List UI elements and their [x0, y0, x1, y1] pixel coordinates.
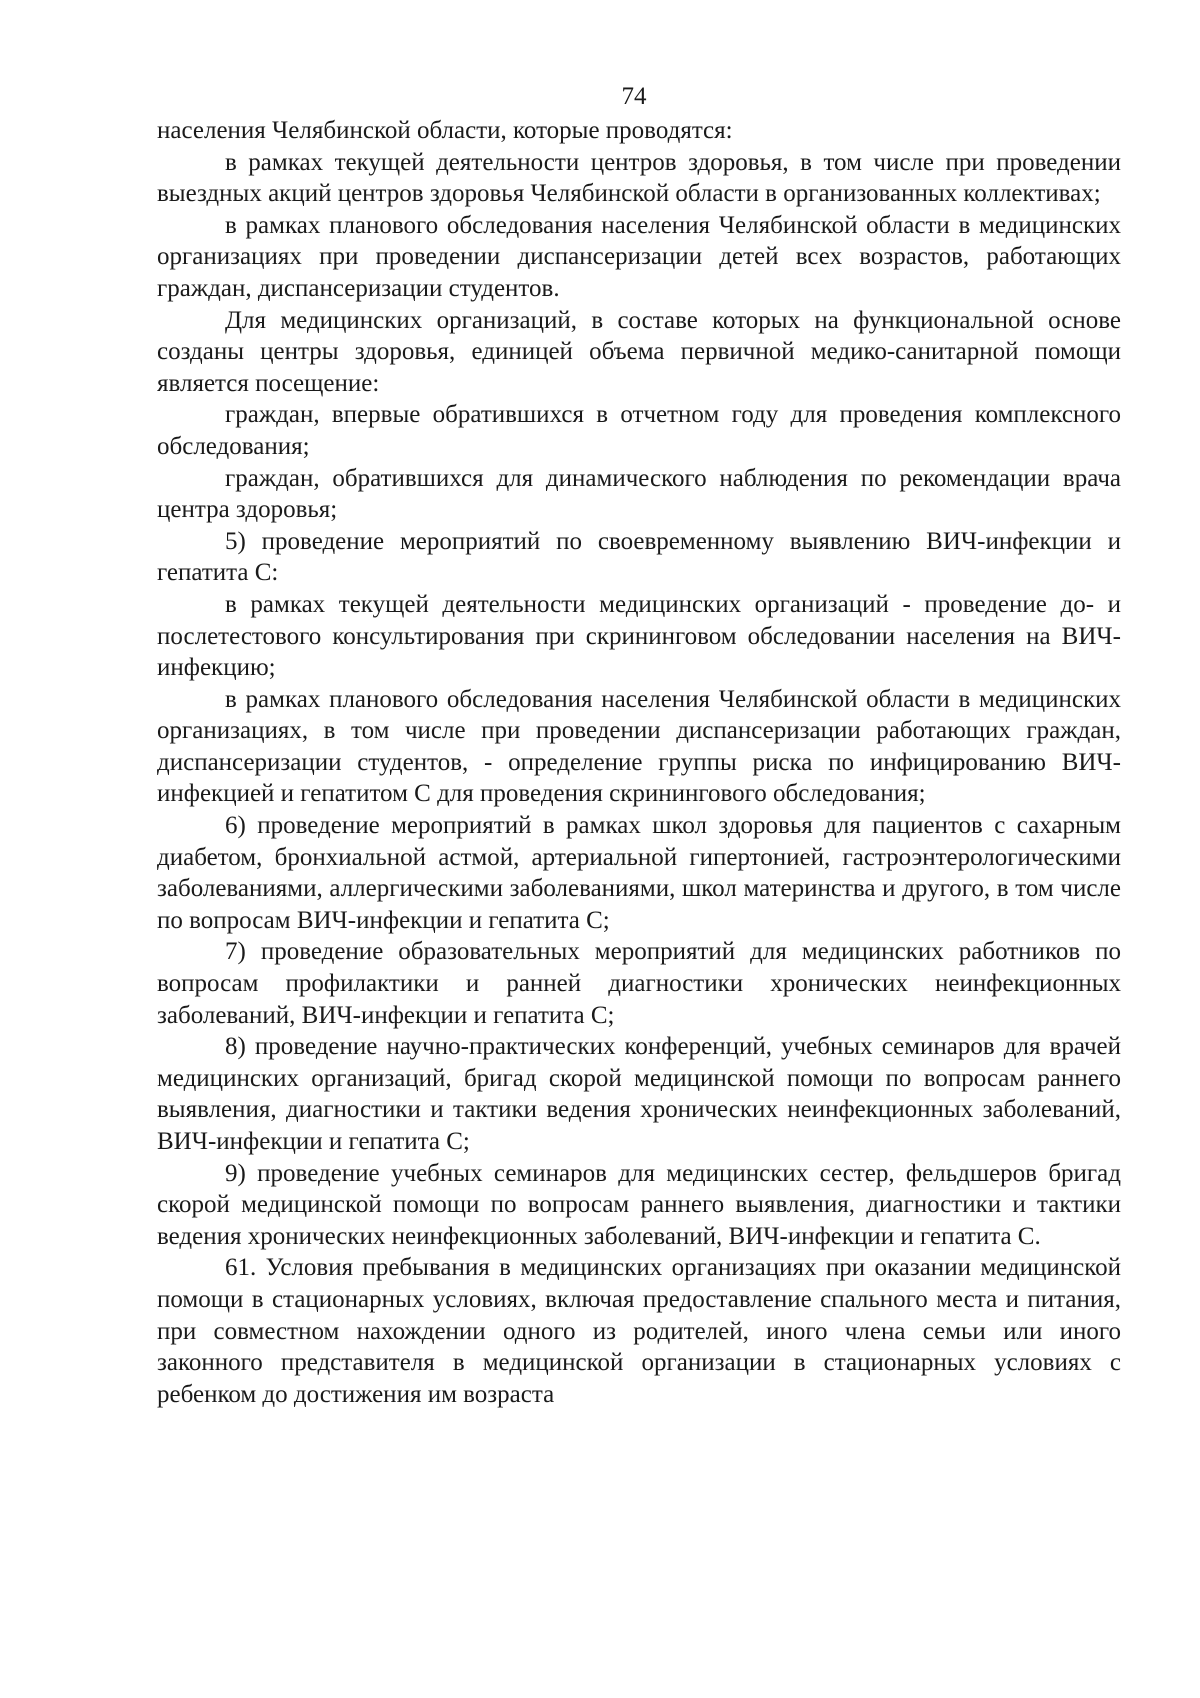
paragraph: 5) проведение мероприятий по своевременному выявлению ВИЧ-инфекции и гепатита С: [157, 527, 1121, 587]
paragraph: граждан, обратившихся для динамического наблюдения по рекомендации врача центра здоровья; [157, 464, 1121, 524]
paragraph: в рамках текущей деятельности центров здоровья, в том числе при проведении выездных акций центров здоровья Челябинской области в организованных коллективах; [157, 148, 1121, 208]
paragraph: в рамках планового обследования населения Челябинской области в медицинских организациях при проведении диспансеризации детей всех возрастов, работающих граждан, диспансеризации студентов. [157, 211, 1121, 302]
page-number: 74 [621, 83, 647, 110]
paragraph: населения Челябинской области, которые проводятся: [157, 117, 733, 144]
paragraph: в рамках планового обследования населения Челябинской области в медицинских организациях, в том числе при проведении диспансеризации работающих граждан, диспансеризации студентов, - определение группы риска по инфицированию ВИЧ-инфекцией и гепатитом С для проведения скринингового обследования; [157, 685, 1121, 808]
paragraph: граждан, впервые обратившихся в отчетном году для проведения комплексного обследования; [157, 401, 1121, 460]
document-body [157, 115, 1121, 1410]
paragraph: 6) проведение мероприятий в рамках школ здоровья для пациентов с сахарным диабетом, бронхиальной астмой, артериальной гипертонией, гастроэнтерологическими заболеваниями, аллергическими заболеваниями, школ материнства и другого, в том числе по вопросам ВИЧ-инфекции и гепатита С; [157, 812, 1121, 934]
paragraph: Для медицинских организаций, в составе которых на функциональной основе созданы центры здоровья, единицей объема первичной медико-санитарной помощи является посещение: [157, 306, 1121, 397]
paragraph: 8) проведение научно-практических конференций, учебных семинаров для врачей медицинских организаций, бригад скорой медицинской помощи по вопросам раннего выявления, диагностики и тактики ведения хронических неинфекционных заболеваний, ВИЧ-инфекции и гепатита С; [157, 1033, 1121, 1155]
paragraph: 7) проведение образовательных мероприятий для медицинских работников по вопросам профилактики и ранней диагностики хронических неинфекционных заболеваний, ВИЧ-инфекции и гепатита С; [157, 938, 1121, 1029]
paragraph: в рамках текущей деятельности медицинских организаций - проведение до- и послетестового консультирования при скрининговом обследовании населения на ВИЧ-инфекцию; [157, 590, 1121, 682]
paragraph: 61. Условия пребывания в медицинских организациях при оказании медицинской помощи в стационарных условиях, включая предоставление спального места и питания, при совместном нахождении одного из родителей, иного члена семьи или иного законного представителя в медицинской организации в стационарных условиях с ребенком до достижения им возраста [157, 1254, 1121, 1408]
paragraph: 9) проведение учебных семинаров для медицинских сестер, фельдшеров бригад скорой медицинской помощи по вопросам раннего выявления, диагностики и тактики ведения хронических неинфекционных заболеваний, ВИЧ-инфекции и гепатита С. [157, 1159, 1121, 1250]
